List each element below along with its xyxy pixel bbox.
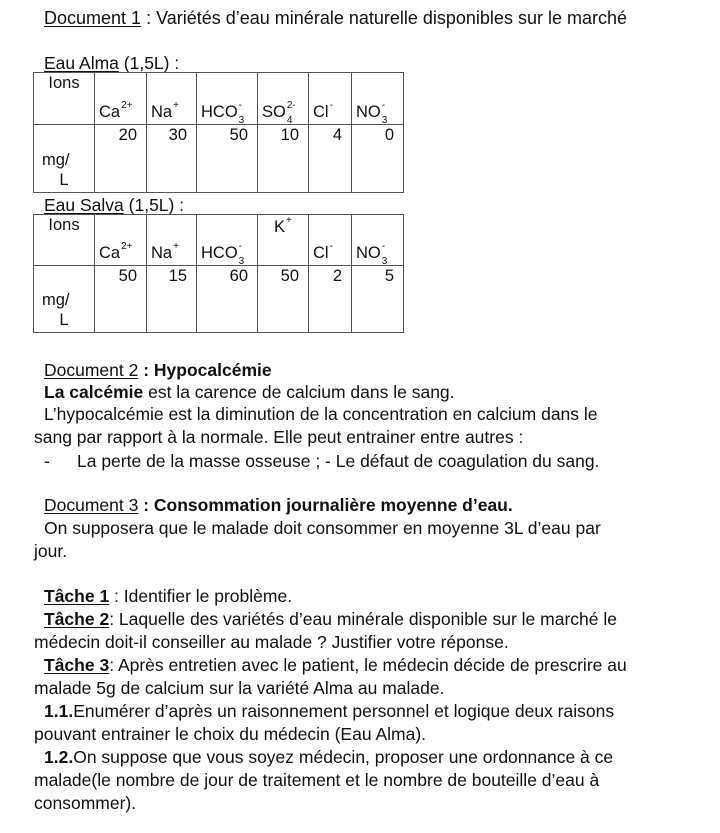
doc2-line1 <box>44 381 455 403</box>
alma-ion-value: 30 <box>147 125 197 193</box>
question-1-1 <box>44 700 614 722</box>
task1 <box>44 585 292 607</box>
ion-charge: + <box>173 241 179 252</box>
ion-symbol: Na <box>151 244 173 262</box>
salva-ion-header <box>95 215 147 266</box>
alma-caption <box>44 52 179 74</box>
doc2-bullet <box>44 450 600 472</box>
question-1-2 <box>44 746 613 768</box>
ion-subscript: 3 <box>381 115 388 126</box>
doc2-title: : Hypocalcémie <box>138 360 272 380</box>
alma-ion-value: 50 <box>197 125 258 193</box>
task2-text: : Laquelle des variétés d’eau minérale disponible sur le marché le <box>109 609 617 629</box>
salva-ion-header <box>352 215 404 266</box>
task1-text: : Identifier le problème. <box>109 586 293 606</box>
ion-symbol: NO <box>356 103 381 121</box>
salva-ion-table <box>33 214 404 333</box>
bullet-text: La perte de la masse osseuse ; - Le défaut de coagulation du sang. <box>77 451 600 471</box>
ion-symbol: K <box>273 218 285 236</box>
ion-charge: - <box>329 241 333 252</box>
salva-ion-header <box>258 215 309 266</box>
alma-ion-header <box>95 73 147 125</box>
task1-label: Tâche 1 <box>44 586 110 606</box>
q11-line2: pouvant entrainer le choix du médecin (Eau Alma). <box>34 724 427 744</box>
salva-unit-mg: mg/ <box>42 291 70 309</box>
q12-number: 1.2. <box>44 747 74 767</box>
alma-volume: (1,5L) : <box>118 53 180 73</box>
q11-text: Enumérer d’après un raisonnement personnel et logique deux raisons <box>73 701 615 721</box>
doc2-definition: est la carence de calcium dans le sang. <box>143 382 455 402</box>
ion-subscript: 3 <box>381 256 388 267</box>
ion-charge: + <box>173 100 179 111</box>
salva-ion-header <box>197 215 258 266</box>
alma-unit-l: L <box>59 171 69 189</box>
salva-ion-value: 15 <box>147 266 197 333</box>
salva-volume: (1,5L) : <box>123 195 185 215</box>
alma-ion-header <box>309 73 352 125</box>
q11-number: 1.1. <box>44 701 74 721</box>
alma-ion-value: 20 <box>95 125 147 193</box>
doc1-label: Document 1 <box>44 8 142 28</box>
doc1-heading <box>44 7 627 29</box>
salva-ion-value: 50 <box>258 266 309 333</box>
salva-ion-header <box>309 215 352 266</box>
doc3-line1: On supposera que le malade doit consommer en moyenne 3L d’eau par <box>44 518 601 538</box>
q12-text: On suppose que vous soyez médecin, proposer une ordonnance à ce <box>73 747 614 767</box>
ion-charge: 2- <box>286 100 296 111</box>
salva-caption <box>44 194 184 216</box>
task3-label: Tâche 3 <box>44 655 110 675</box>
ion-symbol: HCO <box>201 103 238 121</box>
doc2-line2: L’hypocalcémie est la diminution de la concentration en calcium dans le <box>44 404 598 424</box>
alma-values-row <box>34 125 404 193</box>
ion-subscript: 4 <box>286 115 293 126</box>
doc2-term: La calcémie <box>44 382 144 402</box>
alma-unit-mg: mg/ <box>42 151 70 169</box>
alma-ion-header <box>147 73 197 125</box>
alma-ion-value: 0 <box>352 125 404 193</box>
ion-charge: + <box>286 215 292 226</box>
ion-symbol: Cl <box>313 103 329 121</box>
ion-symbol: Ca <box>99 244 121 262</box>
doc3-heading <box>44 494 513 516</box>
doc2-heading <box>44 359 272 381</box>
salva-ion-value: 60 <box>197 266 258 333</box>
alma-ion-header <box>197 73 258 125</box>
salva-ion-value: 5 <box>352 266 404 333</box>
alma-ions-label: Ions <box>34 73 95 125</box>
doc3-label: Document 3 <box>44 495 139 515</box>
ion-charge: - <box>238 100 243 111</box>
ion-charge: - <box>381 241 386 252</box>
task2-label: Tâche 2 <box>44 609 110 629</box>
salva-ion-value: 2 <box>309 266 352 333</box>
ion-symbol: HCO <box>201 244 238 262</box>
q12-line3: consommer). <box>34 793 137 813</box>
alma-name: Eau Alma <box>44 53 119 73</box>
salva-ion-header <box>147 215 197 266</box>
task3-line2: malade 5g de calcium sur la variété Alma au malade. <box>34 678 445 698</box>
doc3-title: : Consommation journalière moyenne d’eau. <box>138 495 513 515</box>
ion-charge: - <box>238 241 243 252</box>
alma-ion-value: 4 <box>309 125 352 193</box>
doc2-label: Document 2 <box>44 360 139 380</box>
task2-line2: médecin doit-il conseiller au malade ? Justifier votre réponse. <box>34 632 509 652</box>
salva-ions-label: Ions <box>34 215 95 266</box>
alma-header-row <box>34 73 404 125</box>
task3-text: : Après entretien avec le patient, le médecin décide de prescrire au <box>109 655 627 675</box>
ion-charge: - <box>381 100 386 111</box>
ion-subscript: 3 <box>238 115 245 126</box>
doc3-line2: jour. <box>34 541 68 561</box>
ion-charge: 2+ <box>121 241 133 252</box>
salva-ion-value: 50 <box>95 266 147 333</box>
alma-ion-header <box>258 73 309 125</box>
salva-unit-l: L <box>59 311 69 329</box>
salva-values-row <box>34 266 404 333</box>
ion-symbol: Ca <box>99 103 121 121</box>
ion-subscript: 3 <box>238 256 245 267</box>
ion-symbol: NO <box>356 244 381 262</box>
ion-symbol: Na <box>151 103 173 121</box>
alma-unit-label <box>34 125 95 193</box>
ion-symbol: SO <box>262 103 286 121</box>
q12-line2: malade(le nombre de jour de traitement et le nombre de bouteille d’eau à <box>34 770 600 790</box>
ion-charge: 2+ <box>121 100 133 111</box>
ion-charge: - <box>329 100 333 111</box>
salva-header-row <box>34 215 404 266</box>
task2 <box>44 608 617 630</box>
doc2-line3: sang par rapport à la normale. Elle peut entrainer entre autres : <box>34 427 524 447</box>
alma-ion-header <box>352 73 404 125</box>
salva-name: Eau Salva <box>44 195 124 215</box>
doc1-title: : Variétés d’eau minérale naturelle disponibles sur le marché <box>141 8 627 28</box>
salva-unit-label <box>34 266 95 333</box>
bullet-dash: - <box>44 451 50 471</box>
alma-ion-value: 10 <box>258 125 309 193</box>
ion-symbol: Cl <box>313 244 329 262</box>
task3 <box>44 654 627 676</box>
alma-ion-table <box>33 72 404 193</box>
